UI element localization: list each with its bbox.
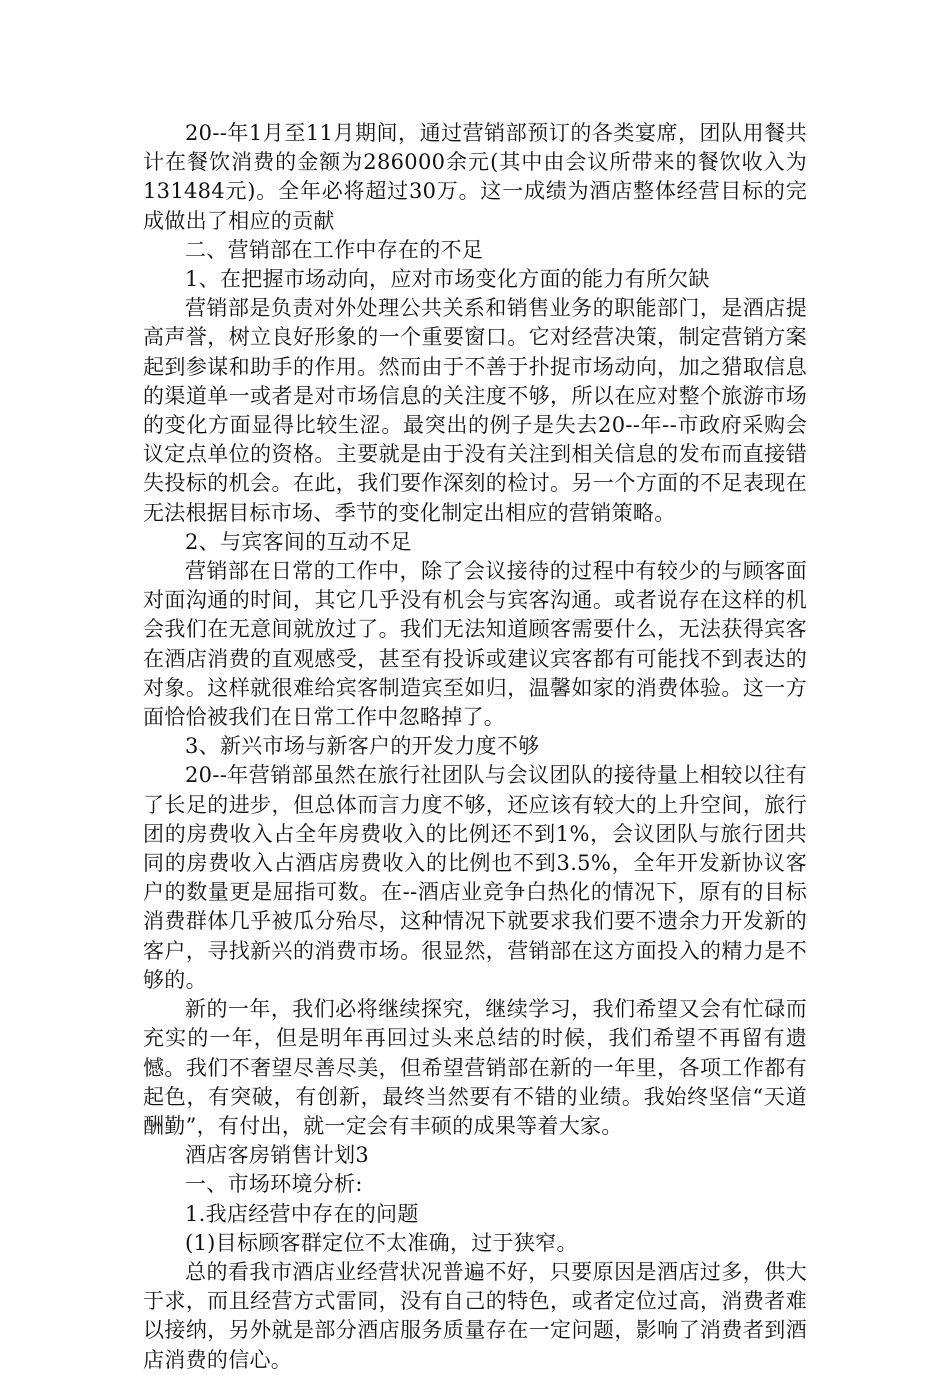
heading-market-analysis: 一、市场环境分析:	[185, 1172, 363, 1197]
paragraph-industry-overview: 总的看我市酒店业经营状况普遍不好，只要原因是酒店过多，供大于求，而且经营方式雷同，没有自己的特色，或者定位过高，消费者难以接纳，另外就是部分酒店服务质量存在一定问题，影响了消费者到酒店消费的信心。	[143, 1259, 807, 1372]
section-title-plan-3: 酒店客房销售计划3	[185, 1143, 370, 1168]
paragraph-market-trends: 营销部是负责对外处理公共关系和销售业务的职能部门，是酒店提高声誉，树立良好形象的一个重要窗口。它对经营决策，制定营销方案起到参谋和助手的作用。然而由于不善于扑捉市场动向，加之猎取信息的渠道单一或者是对市场信息的关注度不够，所以在应对整个旅游市场的变化方面显得比较生涩。最突出的例子是失去20--年--市政府采购会议定点单位的资格。主要就是由于没有关注到相关信息的发布而直接错失投标的机会。在此，我们要作深刻的检讨。另一个方面的不足表现在无法根据目标市场、季节的变化制定出相应的营销策略。	[143, 296, 807, 525]
subheading-new-markets: 3、新兴市场与新客户的开发力度不够	[185, 734, 540, 759]
list-item-target-customers: (1)目标顾客群定位不太准确，过于狭窄。	[185, 1230, 578, 1255]
paragraph-banquet-revenue: 20--年1月至11月期间，通过营销部预订的各类宴席，团队用餐共计在餐饮消费的金额为286000余元(其中由会议所带来的餐饮收入为131484元)。全年必将超过30万。这一成绩为酒店整体经营目标的完成做出了相应的贡献	[143, 121, 807, 233]
paragraph-guest-interaction: 营销部在日常的工作中，除了会议接待的过程中有较少的与顾客面对面沟通的时间，其它几乎没有机会与宾客沟通。或者说存在这样的机会我们在无意间就放过了。我们无法知道顾客需要什么，无法获得宾客在酒店消费的直观感受，甚至有投诉或建议宾客都有可能找不到表达的对象。这样就很难给宾客制造宾至如归，温馨如家的消费体验。这一方面恰恰被我们在日常工作中忽略掉了。	[143, 559, 807, 730]
heading-shortcomings: 二、营销部在工作中存在的不足	[185, 237, 484, 262]
paragraph-outlook: 新的一年，我们必将继续探究，继续学习，我们希望又会有忙碌而充实的一年，但是明年再回过头来总结的时候，我们希望不再留有遗憾。我们不奢望尽善尽美，但希望营销部在新的一年里，各项工作都有起色，有突破，有创新，最终当然要有不错的业绩。我始终坚信“天道酬勤”，有付出，就一定会有丰硕的成果等着大家。	[143, 997, 807, 1138]
subheading-guest-interaction: 2、与宾客间的互动不足	[185, 529, 412, 554]
paragraph-new-markets: 20--年营销部虽然在旅行社团队与会议团队的接待量上相较以往有了长足的进步，但总体而言力度不够，还应该有较大的上升空间，旅行团的房费收入占全年房费收入的比例还不到1%，会议团队与旅行团共同的房费收入占酒店房费收入的比例也不到3.5%，全年开发新协议客户的数量更是屈指可数。在--酒店业竞争白热化的情况下，原有的目标消费群体几乎被瓜分殆尽，这种情况下就要求我们要不遗余力开发新的客户，寻找新兴的消费市场。很显然，营销部在这方面投入的精力是不够的。	[143, 763, 807, 992]
document-page	[143, 119, 807, 1375]
subheading-problems: 1.我店经营中存在的问题	[185, 1201, 419, 1226]
subheading-market-trends: 1、在把握市场动向，应对市场变化方面的能力有所欠缺	[185, 267, 710, 292]
